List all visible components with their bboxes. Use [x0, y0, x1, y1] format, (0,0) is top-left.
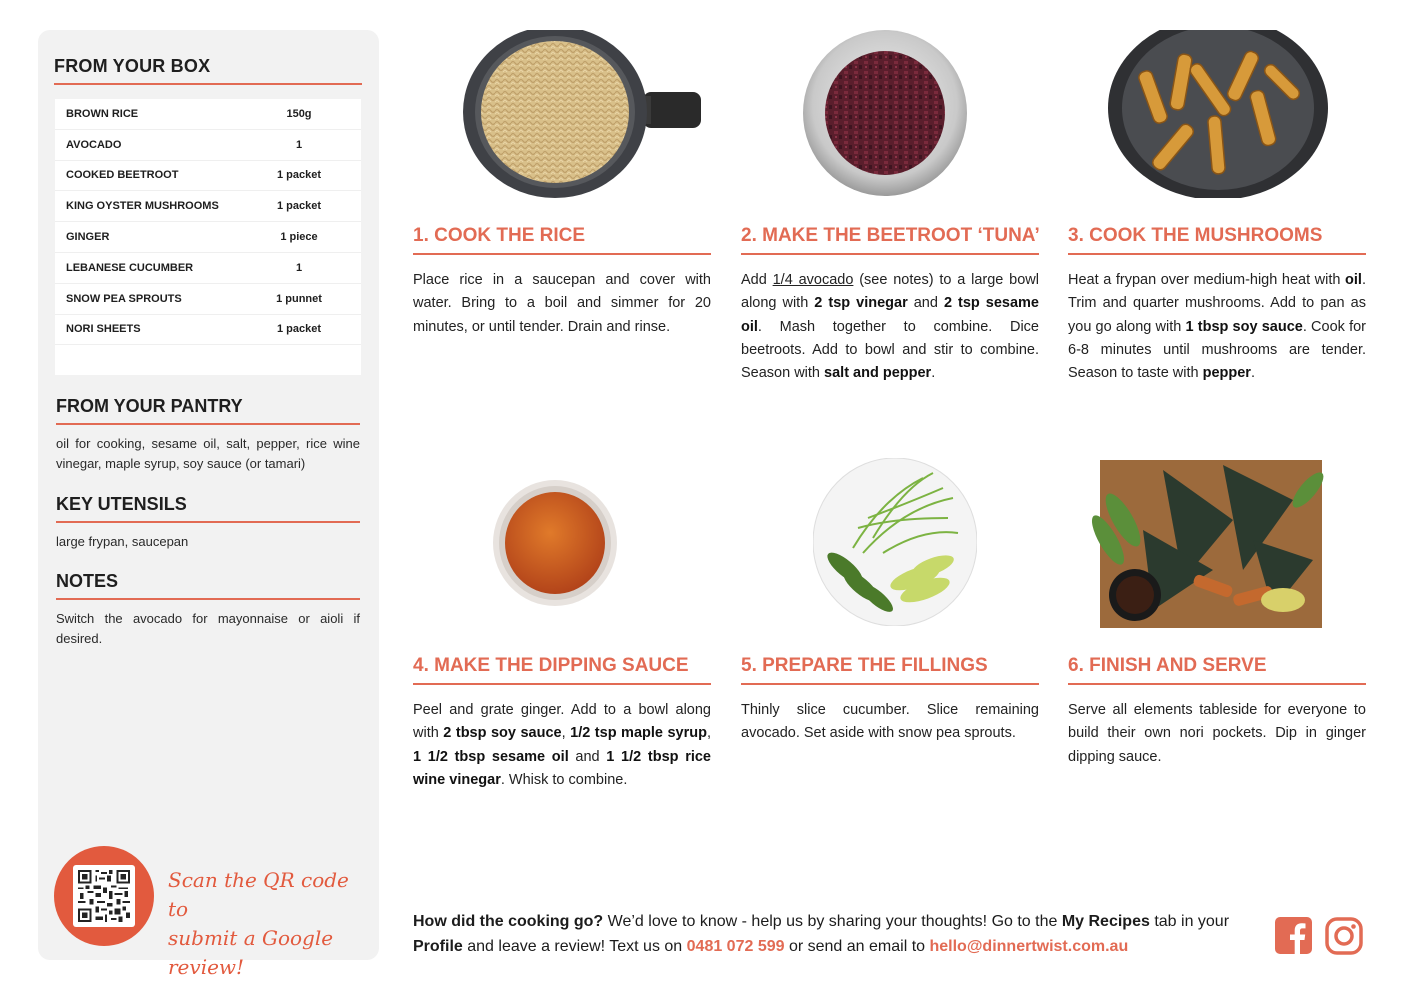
qr-caption-line1: Scan the QR code to [168, 868, 349, 921]
text-segment: (see notes) to a large bowl along with [741, 272, 1039, 312]
dipping-sauce-image [493, 480, 617, 606]
text-segment: 1 1/2 tbsp sesame oil [413, 748, 569, 765]
step-text [741, 269, 1039, 385]
contact-link[interactable]: hello@dinnertwist.com.au [929, 938, 1129, 955]
pantry-heading: FROM YOUR PANTRY [56, 396, 360, 425]
qr-review-block [54, 846, 349, 979]
step-text [1068, 269, 1366, 385]
text-segment: and leave a review! Text us on [462, 938, 687, 955]
step-title: 3. COOK THE MUSHROOMS [1068, 225, 1366, 255]
ingredient-row [55, 253, 361, 284]
text-segment: and [907, 295, 944, 312]
text-segment: Heat a frypan over medium-high heat with [1068, 272, 1346, 288]
step-1 [413, 225, 711, 339]
text-segment: 2 tsp vinegar [814, 295, 908, 312]
qr-caption-line2: submit a Google review! [168, 926, 334, 979]
ingredient-qty: 1 packet [276, 200, 322, 213]
text-segment: Add [741, 272, 773, 288]
text-segment: Profile [413, 938, 463, 955]
ingredient-row [55, 315, 361, 346]
ingredient-name: GINGER [66, 231, 110, 244]
text-segment: Place rice in a saucepan and cover with water. Bring to a boil and simmer for 20 minutes, or until tender. Drain and rinse. [413, 272, 711, 335]
ingredients-table [55, 99, 361, 375]
contact-link[interactable]: 0481 072 599 [686, 938, 785, 955]
ingredient-qty: 1 [295, 138, 303, 151]
text-segment: oil [1345, 272, 1362, 288]
step-text [413, 699, 711, 792]
ingredient-qty: 1 packet [276, 169, 322, 182]
text-segment: My Recipes [1061, 913, 1150, 930]
step-title: 4. MAKE THE DIPPING SAUCE [413, 655, 711, 685]
step-title: 2. MAKE THE BEETROOT ‘TUNA’ [741, 225, 1039, 255]
ingredient-name: BROWN RICE [66, 107, 139, 120]
text-segment: Thinly slice cucumber. Slice remaining avocado. Set aside with snow pea sprouts. [741, 702, 1039, 742]
rice-pot-image [463, 30, 703, 198]
text-segment: , [706, 725, 711, 742]
finished-dish-image [1083, 460, 1339, 628]
ingredient-name: KING OYSTER MUSHROOMS [66, 200, 219, 213]
ingredient-row [55, 99, 361, 130]
step-3 [1068, 225, 1366, 385]
notes-text: Switch the avocado for mayonnaise or aioli if desired. [56, 611, 360, 646]
facebook-icon[interactable] [1275, 917, 1312, 954]
instagram-icon[interactable] [1325, 917, 1363, 955]
ingredient-name: SNOW PEA SPROUTS [66, 292, 182, 305]
text-segment: . [1250, 365, 1255, 382]
step-2 [741, 225, 1039, 385]
text-segment: 1/4 avocado [772, 272, 854, 288]
text-segment: tab in your [1149, 913, 1230, 930]
fillings-plate-image [813, 458, 977, 626]
step-title: 6. FINISH AND SERVE [1068, 655, 1366, 685]
utensils-text: large frypan, saucepan [56, 534, 189, 549]
text-segment: 2 tsp sesame oil [741, 295, 1039, 335]
ingredient-row [55, 191, 361, 222]
ingredient-qty: 1 packet [276, 323, 322, 336]
text-segment: 2 tbsp soy sauce [443, 725, 562, 742]
text-segment: 1 tbsp soy sauce [1185, 318, 1303, 335]
ingredient-qty: 1 punnet [276, 292, 322, 305]
ingredient-name: AVOCADO [66, 138, 122, 151]
text-segment: . Mash together to combine. Dice beetroots. Add to bowl and stir to combine. Season with [741, 318, 1039, 382]
review-footer [413, 909, 1263, 959]
notes-heading: NOTES [56, 571, 360, 600]
text-segment: 1 1/2 tbsp rice wine vinegar [413, 748, 711, 788]
ingredient-qty: 1 [295, 261, 303, 274]
text-segment: salt and pepper [824, 365, 932, 382]
text-segment: We’d love to know - help us by sharing your thoughts! Go to the [603, 913, 1062, 930]
ingredient-row [55, 130, 361, 161]
qr-code-icon[interactable] [73, 865, 135, 927]
text-segment: . Cook for 6-8 minutes until mushrooms are tender. Season to taste with [1068, 318, 1367, 382]
pantry-section [56, 396, 360, 474]
ingredient-qty: 1 piece [280, 231, 318, 244]
ingredients-sidebar [38, 30, 379, 979]
step-title: 1. COOK THE RICE [413, 225, 711, 255]
text-segment: or send an email to [784, 938, 930, 955]
text-segment: . Trim and quarter mushrooms. Add to pan as you go along with [1068, 272, 1366, 335]
step-text [1068, 699, 1366, 769]
ingredient-name: NORI SHEETS [66, 323, 141, 336]
ingredient-row [55, 222, 361, 253]
text-segment: 1/2 tsp maple syrup [570, 725, 707, 742]
text-segment: , [561, 725, 571, 742]
ingredient-row [55, 161, 361, 192]
utensils-section [56, 494, 360, 552]
text-segment: . Whisk to combine. [500, 771, 628, 788]
text-segment: . [931, 365, 936, 382]
text-segment: How did the cooking go? [413, 913, 604, 930]
text-segment: pepper [1202, 365, 1251, 382]
ingredient-name: COOKED BEETROOT [66, 169, 179, 182]
qr-caption [168, 866, 368, 982]
step-6 [1068, 655, 1366, 769]
step-5 [741, 655, 1039, 746]
utensils-heading: KEY UTENSILS [56, 494, 360, 523]
beetroot-bowl-image [803, 30, 967, 196]
pantry-text: oil for cooking, sesame oil, salt, pepper, rice wine vinegar, maple syrup, soy sauce (or tamari) [56, 436, 360, 471]
ingredient-qty: 150g [286, 107, 312, 120]
mushroom-pan-image [1106, 30, 1330, 198]
text-segment: Serve all elements tableside for everyone to build their own nori pockets. Dip in ginger dipping sauce. [1068, 702, 1366, 765]
notes-section [56, 571, 360, 649]
step-title: 5. PREPARE THE FILLINGS [741, 655, 1039, 685]
from-your-box-heading: FROM YOUR BOX [54, 56, 362, 85]
step-text [413, 269, 711, 339]
ingredient-row [55, 284, 361, 315]
step-4 [413, 655, 711, 792]
qr-badge [54, 846, 154, 946]
step-text [741, 699, 1039, 746]
ingredient-name: LEBANESE CUCUMBER [66, 261, 194, 274]
text-segment: and [568, 748, 607, 765]
text-segment: Peel and grate ginger. Add to a bowl along with [413, 702, 711, 742]
